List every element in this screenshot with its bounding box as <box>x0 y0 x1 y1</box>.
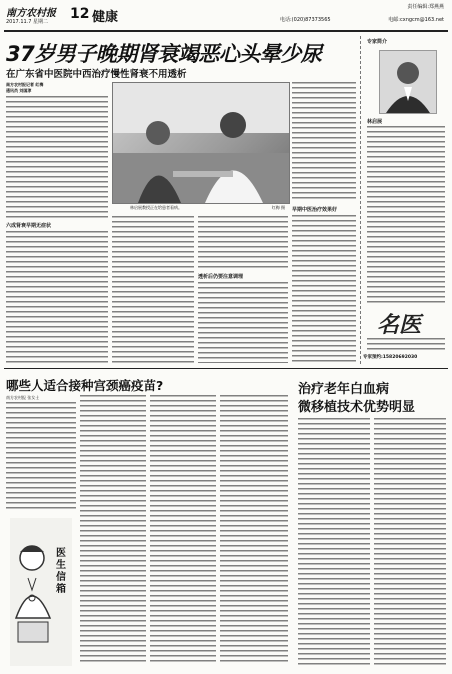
lead-body-col1-bottom <box>6 231 108 363</box>
paper-logo: 南方农村报 <box>6 8 56 19</box>
vaccine-body-col4 <box>220 395 288 663</box>
page-number: 12 <box>70 6 90 22</box>
lead-body-col4-bottom <box>292 215 356 363</box>
vaccine-body-col2 <box>80 395 146 663</box>
issue-date: 2017.11.7 星期二 <box>6 19 49 25</box>
lead-body-col4-top <box>292 82 356 202</box>
vaccine-body-col3 <box>150 395 216 663</box>
lead-body-col3 <box>198 216 288 270</box>
lead-headline: 37岁男子晚期肾衰竭恶心头晕少尿 <box>6 42 322 66</box>
expert-bio <box>367 126 445 304</box>
expert-box <box>360 36 449 364</box>
doctor-patient-photo-icon <box>113 83 289 203</box>
byline-correspondent: 通讯员 刘国淳 <box>6 88 32 93</box>
leukemia-body-col2 <box>374 418 446 666</box>
section-divider <box>4 368 448 369</box>
masthead <box>0 0 452 32</box>
expert-contact: 专家预约:15820692030 <box>363 355 418 360</box>
email-line: 电邮:cxngcm@163.net <box>388 17 444 23</box>
lead-body-col2 <box>112 216 194 363</box>
photo-credit: 红梅 摄 <box>271 205 285 210</box>
lead-section-head-1: 六成肾衰早期无症状 <box>6 223 52 229</box>
vaccine-headline: 哪些人适合接种宫颈癌疫苗? <box>6 378 164 393</box>
expert-address <box>367 338 445 350</box>
section-title: 健康 <box>92 10 119 25</box>
vaccine-body-col1 <box>6 402 76 512</box>
photo-caption: 林启展教授正在给患者看病。 <box>130 205 182 210</box>
expert-calligraphy: 名医 <box>377 312 422 338</box>
editor-line: 责任编辑:郑燕燕 <box>407 4 444 10</box>
avatar <box>380 51 436 113</box>
doctor-mailbox-label: 医生信箱 <box>56 548 66 595</box>
lead-body-col1-top <box>6 96 108 218</box>
leukemia-headline-2: 微移植技术优势明显 <box>298 400 416 415</box>
lead-section-head-3: 透析后仍要注意调理 <box>198 274 244 280</box>
lead-body-col3-bottom <box>198 282 288 363</box>
byline-reporter: 南方农村报记者 红梅 <box>6 82 44 87</box>
lead-photo <box>112 82 290 204</box>
expert-box-title: 专家简介 <box>367 39 388 45</box>
phone-line: 电话:(020)87373565 <box>280 17 331 23</box>
expert-name: 林启展 <box>367 119 383 125</box>
vaccine-byline: 南方农村报 张女士 <box>6 395 40 400</box>
masthead-rule <box>4 30 448 32</box>
lead-subhead: 在广东省中医院中西治疗慢性肾衰不用透析 <box>6 69 187 80</box>
lead-section-head-2: 早期中医治疗效果好 <box>292 207 338 213</box>
expert-portrait <box>379 50 437 114</box>
doctor-mailbox-illustration <box>6 518 76 666</box>
leukemia-body-col1 <box>298 418 370 666</box>
leukemia-headline-1: 治疗老年白血病 <box>298 382 390 397</box>
